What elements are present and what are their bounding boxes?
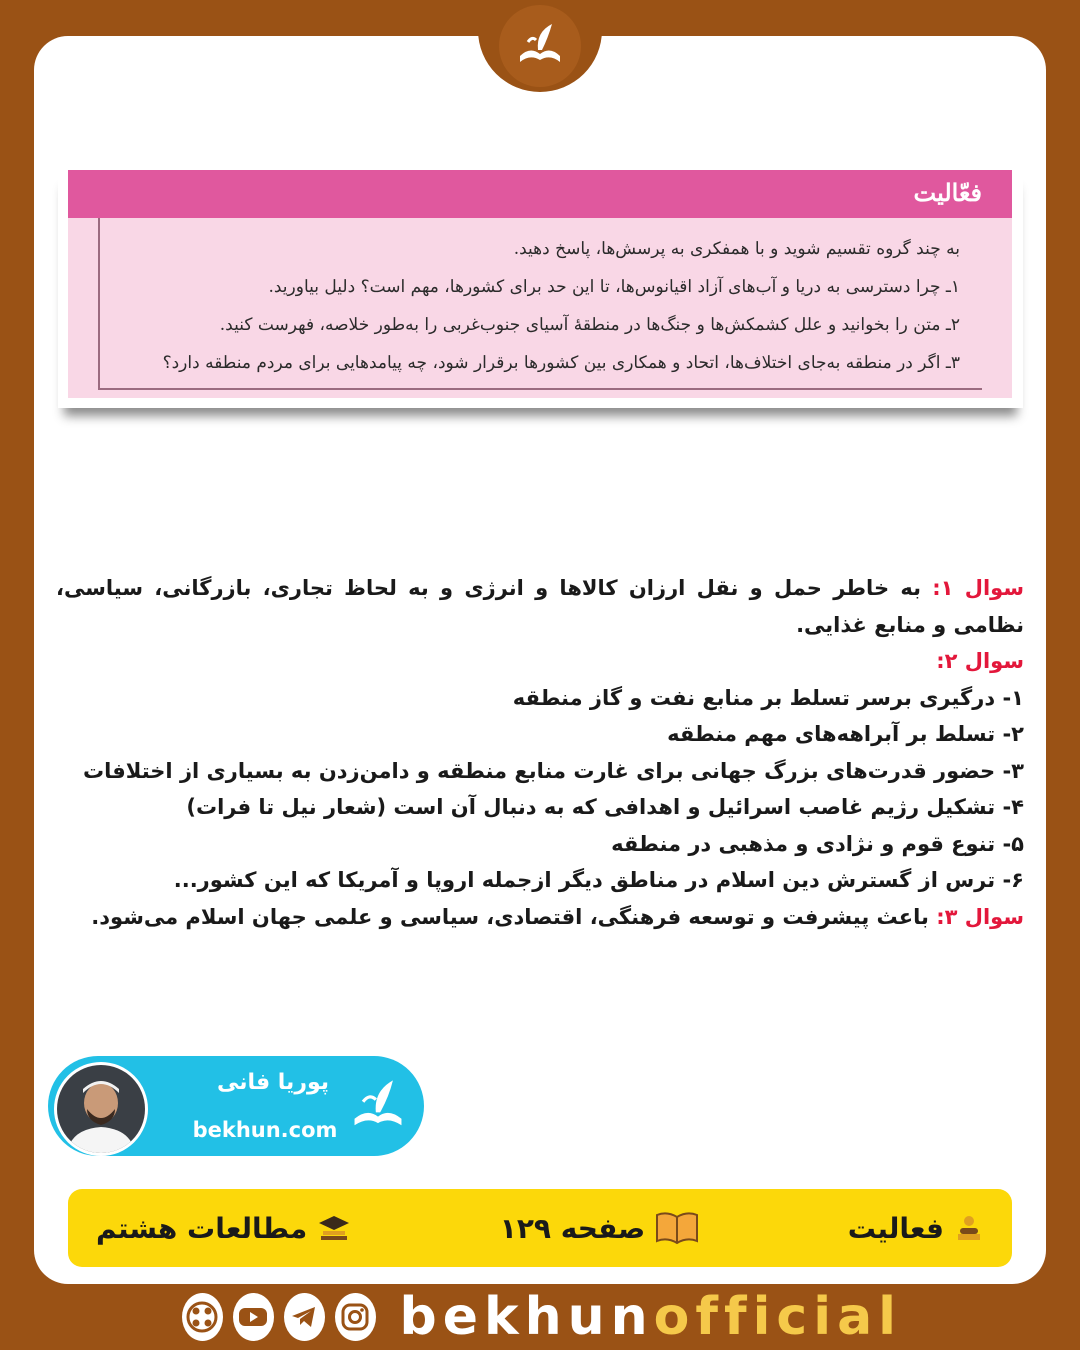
brand-part-2: official — [653, 1287, 902, 1347]
brand-part-1: bekhun — [399, 1287, 654, 1347]
author-website[interactable]: bekhun.com — [192, 1118, 338, 1142]
bekhun-logo-icon — [499, 5, 581, 87]
subject-info — [96, 1212, 351, 1245]
author-name: پوریا فانی — [216, 1070, 330, 1095]
activity-question-3: ۳ـ اگر در منطقه به‌جای اختلاف‌ها، اتحاد و همکاری بین کشورها برقرار شود، چه پیامدهایی برای مردم منطقه دارد؟ — [162, 353, 960, 373]
activity-question-2: ۲ـ متن را بخوانید و علل کشمکش‌ها و جنگ‌ها در منطقهٔ آسیای جنوب‌غربی را به‌طور خلاصه، فهرست کنید. — [219, 315, 960, 335]
question-2-label: سوال ۲: — [936, 649, 1024, 673]
answers-section — [56, 570, 1024, 935]
answer-3 — [56, 899, 1024, 936]
activity-question-1: ۱ـ چرا دسترسی به دریا و آب‌های آزاد اقیانوس‌ها، تا این حد برای کشورها، مهم است؟ دلیل بیاورید. — [268, 277, 960, 297]
activity-questions — [98, 218, 982, 390]
answer-1 — [56, 570, 1024, 643]
aparat-icon[interactable] — [182, 1293, 223, 1341]
brand-handle — [400, 1287, 903, 1347]
answer-2-item: ۱- درگیری برسر تسلط بر منابع نفت و گاز منطقه — [512, 685, 1024, 710]
activity-intro: به چند گروه تقسیم شوید و با همفکری به پرسش‌ها، پاسخ دهید. — [513, 239, 960, 259]
question-3-label: سوال ۳: — [936, 904, 1024, 929]
telegram-icon[interactable] — [284, 1293, 325, 1341]
social-footer — [182, 1284, 902, 1350]
open-book-icon — [655, 1211, 699, 1245]
page-info — [500, 1211, 699, 1245]
answer-2-heading — [56, 643, 1024, 680]
answer-2-item: ۶- ترس از گسترش دین اسلام در مناطق دیگر ازجمله اروپا و آمریکا که این کشور... — [173, 868, 1024, 892]
youtube-icon[interactable] — [233, 1293, 274, 1341]
teacher-icon — [954, 1213, 984, 1243]
page-number: صفحه ۱۲۹ — [499, 1211, 646, 1245]
lesson-info-bar — [68, 1189, 1012, 1267]
textbook-activity-box — [58, 168, 1023, 408]
answer-1-text: به خاطر حمل و نقل ارزان کالاها و انرژی و به لحاظ تجاری، بازرگانی، سیاسی، نظامی و منابع غذایی. — [56, 576, 1024, 637]
author-card[interactable] — [48, 1056, 424, 1156]
activity-body — [68, 218, 1012, 398]
bekhun-logo-icon — [346, 1074, 410, 1138]
avatar — [54, 1062, 148, 1156]
question-1-label: سوال ۱: — [932, 576, 1024, 600]
answer-2-item: ۲- تسلط بر آبراهه‌های مهم منطقه — [667, 722, 1024, 746]
activity-info — [848, 1212, 984, 1245]
activity-label: فعالیت — [847, 1211, 944, 1245]
answer-2-item: ۵- تنوع قوم و نژادی و مذهبی در منطقه — [611, 831, 1024, 856]
answer-2-item: ۴- تشکیل رژیم غاصب اسرائیل و اهدافی که به دنبال آن است (شعار نیل تا فرات) — [186, 795, 1024, 819]
answer-3-text: باعث پیشرفت و توسعه فرهنگی، اقتصادی، سیاسی و علمی جهان اسلام می‌شود. — [91, 904, 937, 929]
subject-name: مطالعات هشتم — [96, 1211, 308, 1245]
instagram-icon[interactable] — [335, 1293, 376, 1341]
activity-header — [68, 170, 1012, 218]
answer-2-item: ۳- حضور قدرت‌های بزرگ جهانی برای غارت منابع منطقه و دامن‌زدن به بسیاری از اختلافات — [83, 758, 1024, 783]
graduation-cap-icon — [317, 1213, 351, 1243]
activity-title: فعّالیت — [913, 178, 982, 207]
